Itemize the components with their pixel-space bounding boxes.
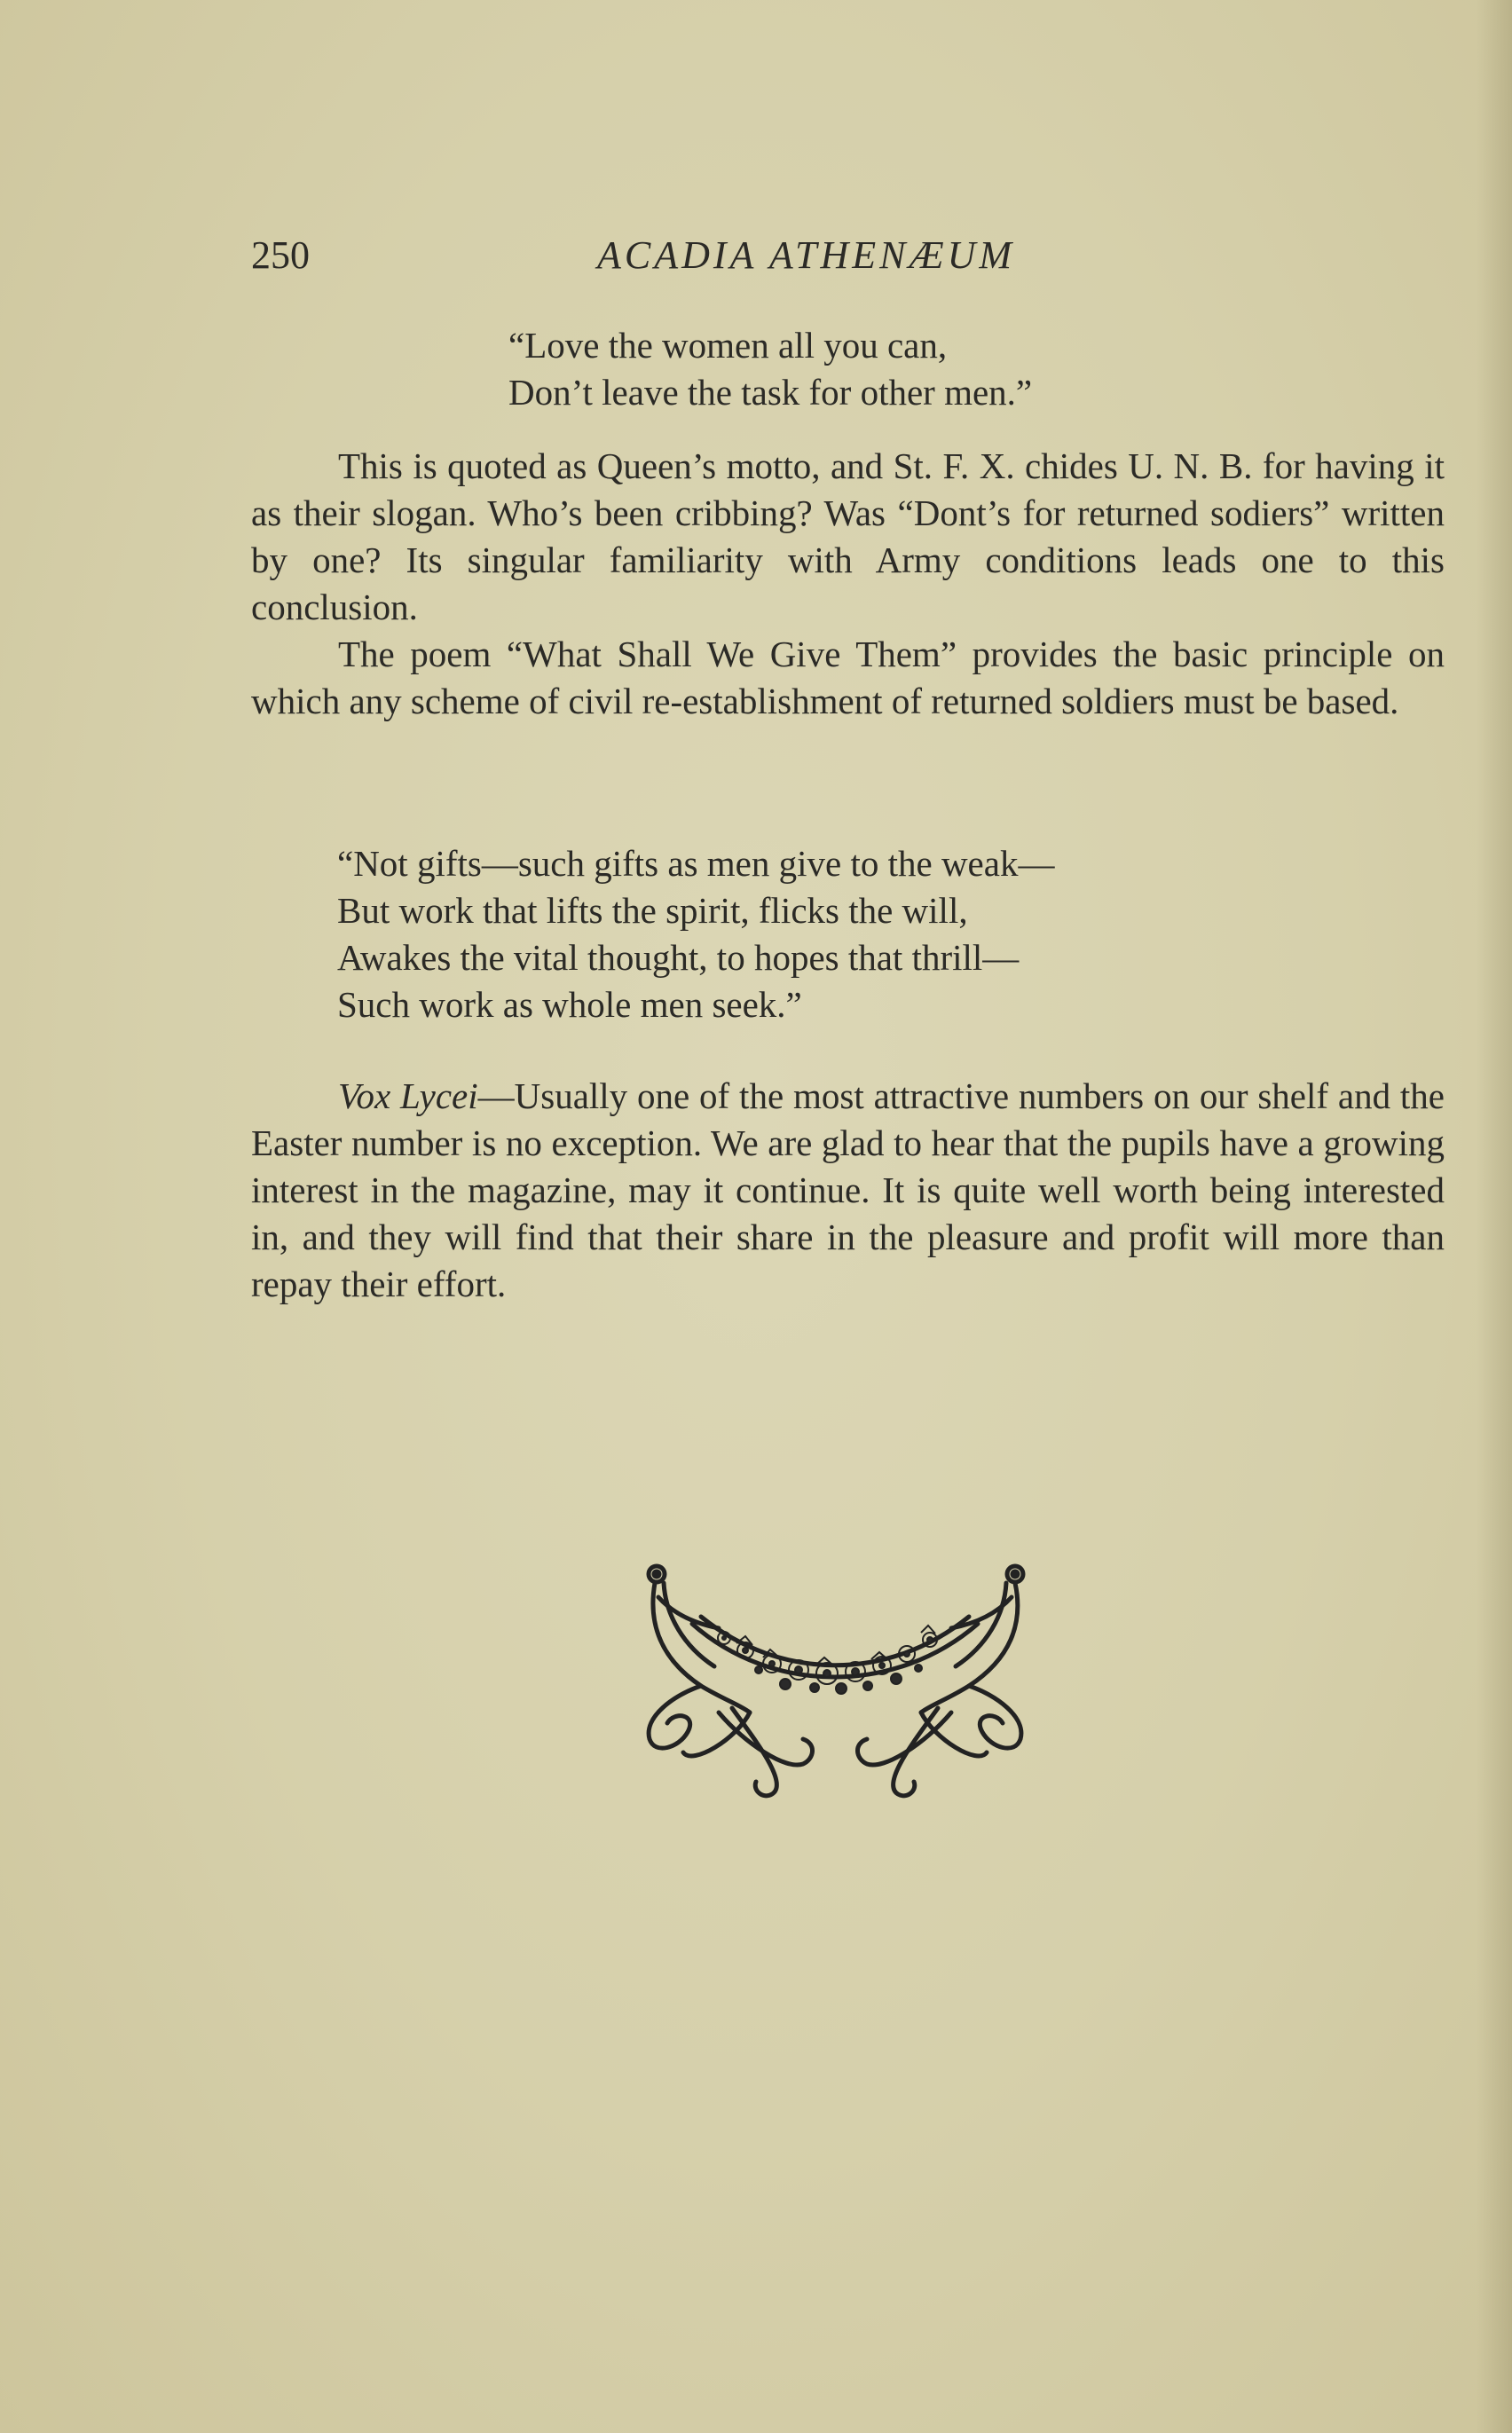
garland-ribbon-ornament-icon [639,1562,1029,1801]
verse-line: “Not gifts—such gifts as men give to the weak— [337,843,1055,884]
page-edge-shadow [1477,0,1512,2433]
running-title: ACADIA ATHENÆUM [597,233,1016,277]
paragraph-poem-intro: The poem “What Shall We Give Them” provides the basic principle on which any scheme of civil re-establishment of returned soldiers must be based. [251,634,1445,721]
verse-quote-1 [508,322,1032,416]
page-number: 250 [251,233,310,277]
verse-quote-2 [337,840,1054,1028]
verse-line: But work that lifts the spirit, flicks the will, [337,890,968,931]
publication-title: Vox Lycei [338,1075,478,1116]
verse-line: Awakes the vital thought, to hopes that thrill— [337,937,1020,978]
verse-line: “Love the women all you can, [508,325,948,366]
verse-line: Such work as whole men seek.” [337,984,802,1025]
page-header [251,232,1445,286]
paragraph-text: —Usually one of the most attractive numbers on our shelf and the Easter number is no exception. We are glad to hear that the pupils have a growing interest in the magazine, may it continue. It is quite well worth being interested in, and they will find that their share in the pleasure and profit will more than repay their effort. [251,1075,1445,1304]
verse-line: Don’t leave the task for other men.” [508,372,1033,413]
paragraph-vox-lycei [251,1073,1445,1308]
paragraph-text: This is quoted as Queen’s motto, and St. F. X. chides U. N. B. for having it as their slogan. Who’s been cribbing? Was “Dont’s for returned sodiers” written by one? Its singular familiarity with Army conditions leads one to this conclusion. [251,445,1445,627]
paragraph-queens-motto [251,443,1445,725]
